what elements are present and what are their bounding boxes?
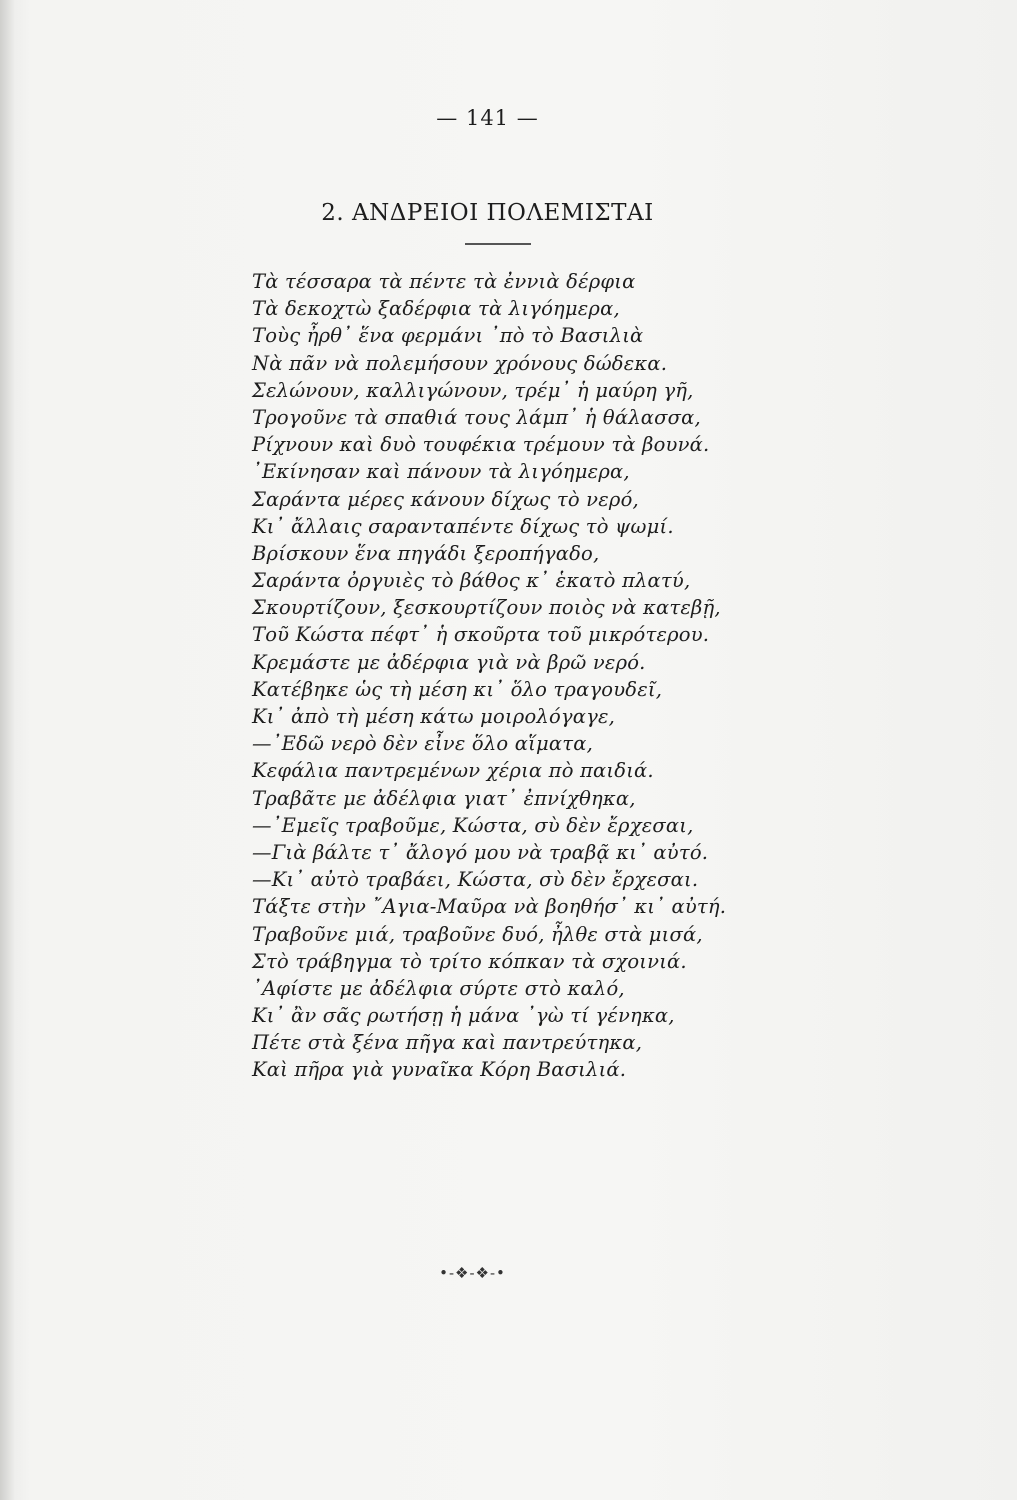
heading-rule [465,243,531,245]
poem-line: Τοὺς ἦρθ᾽ ἕνα φερμάνι ᾽πὸ τὸ Βασιλιὰ [252,324,644,348]
poem-heading: 2. ΑΝΔΡΕΙΟΙ ΠΟΛΕΜΙΣΤΑΙ [321,200,654,226]
poem-line: Τοῦ Κώστα πέφτ᾽ ἡ σκοῦρτα τοῦ μικρότερου. [252,623,710,647]
poem-line: Κατέβηκε ὡς τὴ μέση κι᾽ ὅλο τραγουδεῖ, [252,677,663,701]
poem-line: Νὰ πᾶν νὰ πολεμήσουν χρόνους δώδεκα. [252,351,668,375]
poem-line: —᾽Εδῶ νερὸ δὲν εἶνε ὅλο αἵματα, [252,732,593,756]
poem-line: ᾽Εκίνησαν καὶ πάνουν τὰ λιγόημερα, [252,460,630,484]
poem-line: Σαράντα ὀργυιὲς τὸ βάθος κ᾽ ἑκατὸ πλατύ, [252,569,691,593]
poem-line: Σκουρτίζουν, ξεσκουρτίζουν ποιὸς νὰ κατεβῇ, [252,596,721,620]
poem-line: Σαράντα μέρες κάνουν δίχως τὸ νερό, [252,487,639,511]
poem-line: Τραβᾶτε με ἀδέλφια γιατ᾽ ἐπνίχθηκα, [252,786,636,810]
poem-line: Τὰ δεκοχτὼ ξαδέρφια τὰ λιγόημερα, [252,297,620,321]
poem-line: Ρίχνουν καὶ δυὸ τουφέκια τρέμουν τὰ βουνά. [252,433,710,457]
poem-line: Κεφάλια παντρεμένων χέρια πὸ παιδιά. [252,759,654,783]
poem-line: Τάξτε στὴν ῎Αγια-Μαῦρα νὰ βοηθήσ᾽ κι᾽ αὐτή. [252,895,727,919]
poem-line: Κι᾽ ἀπὸ τὴ μέση κάτω μοιρολόγαγε, [252,705,616,728]
poem-line: —Γιὰ βάλτε τ᾽ ἄλογό μου νὰ τραβᾷ κι᾽ αὐτό. [252,840,709,864]
poem-line: Τὰ τέσσαρα τὰ πέντε τὰ ἐννιὰ δέρφια [252,270,636,293]
poem-line: ᾽Αφίστε με ἀδέλφια σύρτε στὸ καλό, [252,976,625,1000]
poem-line: Βρίσκουν ἕνα πηγάδι ξεροπήγαδο, [252,541,600,565]
poem-line: Τρογοῦνε τὰ σπαθιά τους λάμπ᾽ ἡ θάλασσα, [252,405,701,429]
poem-line: —᾽Εμεῖς τραβοῦμε, Κώστα, σὺ δὲν ἔρχεσαι, [252,813,694,837]
poem-line: Σελώνουν, καλλιγώνουν, τρέμ᾽ ἡ μαύρη γῆ, [252,378,694,402]
poem-line: Τραβοῦνε μιά, τραβοῦνε δυό, ἦλθε στὰ μισά, [252,922,703,946]
poem-line: Πέτε στὰ ξένα πῆγα καὶ παντρεύτηκα, [252,1031,643,1055]
ornament-divider: •-❖-❖-• [439,1264,506,1282]
poem-line: —Κι᾽ αὐτὸ τραβάει, Κώστα, σὺ δὲν ἔρχεσαι. [252,868,699,892]
poem-line: Κρεμάστε με ἀδέρφια γιὰ νὰ βρῶ νερό. [252,650,646,674]
poem-line: Καὶ πῆρα γιὰ γυναῖκα Κόρη Βασιλιά. [252,1058,627,1082]
poem-text [252,268,772,1084]
poem-line: Στὸ τράβηγμα τὸ τρίτο κόπκαν τὰ σχοινιά. [252,949,687,973]
poem-line: Κι᾽ ἂν σᾶς ρωτήσῃ ἡ μάνα ᾽γὼ τί γένηκα, [252,1004,675,1028]
page-number: — 141 — [436,106,539,130]
poem-line: Κι᾽ ἄλλαις σαρανταπέντε δίχως τὸ ψωμί. [252,514,674,538]
